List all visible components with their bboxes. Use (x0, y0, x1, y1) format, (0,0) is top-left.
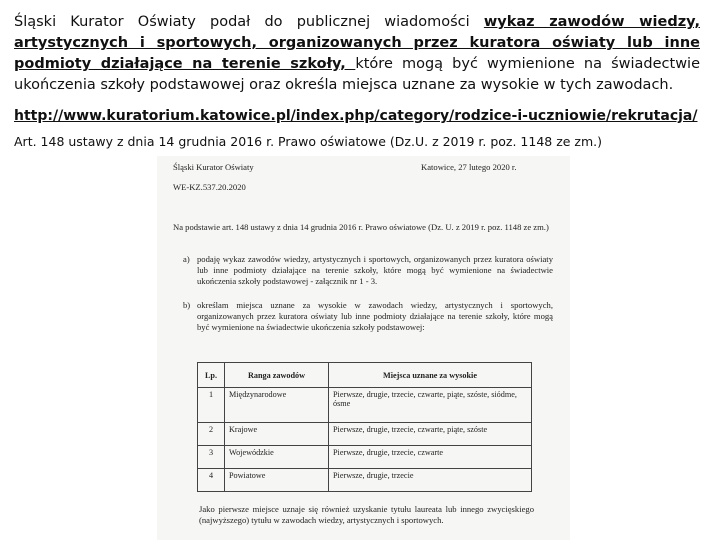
table-cell-places: Pierwsze, drugie, trzecie, czwarte (329, 446, 532, 469)
table-row (198, 469, 532, 492)
table-header-lp: Lp. (198, 363, 225, 388)
table-row (198, 423, 532, 446)
table-cell-rank: Międzynarodowe (225, 388, 329, 423)
intro-paragraph (14, 12, 700, 96)
table-cell-rank: Wojewódzkie (225, 446, 329, 469)
table-cell-rank: Krajowe (225, 423, 329, 446)
scan-item-a (183, 254, 553, 287)
kuratorium-link[interactable]: http://www.kuratorium.katowice.pl/index.php/category/rodzice-i-uczniowie/rekrutacja/ (14, 108, 698, 124)
table-cell-lp: 2 (198, 423, 225, 446)
intro-underlined-phrase: wykaz zawodów wiedzy, artystycznych i sportowych, organizowanych przez kuratora oświaty lub inne podmioty działające na terenie szkoły, (14, 14, 701, 72)
scan-reference-number: WE-KZ.537.20.2020 (173, 182, 246, 192)
table-header-places: Miejsca uznane za wysokie (329, 363, 532, 388)
table-cell-rank: Powiatowe (225, 469, 329, 492)
scanned-document-image (157, 156, 570, 540)
law-reference: Art. 148 ustawy z dnia 14 grudnia 2016 r. Prawo oświatowe (Dz.U. z 2019 r. poz. 1148 ze zm.) (14, 134, 603, 149)
table-header-rank: Ranga zawodów (225, 363, 329, 388)
table-cell-places: Pierwsze, drugie, trzecie (329, 469, 532, 492)
scan-header-left: Śląski Kurator Oświaty (173, 162, 254, 172)
intro-text-part2: które mogą być wymienione na świadectwie ukończenia szkoły podstawowej oraz określa miejsca uznane za wysokie w tych zawodach. (14, 56, 700, 93)
table-cell-lp: 3 (198, 446, 225, 469)
scan-footer-note: Jako pierwsze miejsce uznaje się również uzyskanie tytułu laureata lub innego zwycięskiego (najwyższego) tytułu w zawodach wiedzy, artystycznych i sportowych. (199, 504, 534, 525)
table-row (198, 446, 532, 469)
table-cell-places: Pierwsze, drugie, trzecie, czwarte, piąte, szóste (329, 423, 532, 446)
table-row (198, 388, 532, 423)
scan-item-b-text: określam miejsca uznane za wysokie w zawodach wiedzy, artystycznych i sportowych, organizowanych przez kuratora oświaty lub inne podmioty działające na terenie szkoły, które mogą być wymienione na świadectwie ukończenia szkoły podstawowej: (197, 300, 553, 332)
table-header-row (198, 363, 532, 388)
intro-text-part1: Śląski Kurator Oświaty podał do publicznej wiadomości (14, 14, 484, 30)
scan-legal-basis: Na podstawie art. 148 ustawy z dnia 14 grudnia 2016 r. Prawo oświatowe (Dz. U. z 2019 r. poz. 1148 ze zm.) (173, 222, 549, 232)
table-cell-places: Pierwsze, drugie, trzecie, czwarte, piąte, szóste, siódme, ósme (329, 388, 532, 423)
scan-ranks-table (197, 362, 532, 492)
scan-item-b-marker: b) (183, 300, 191, 310)
table-cell-lp: 1 (198, 388, 225, 423)
scan-header-date: Katowice, 27 lutego 2020 r. (421, 162, 517, 172)
table-cell-lp: 4 (198, 469, 225, 492)
scan-item-a-text: podaję wykaz zawodów wiedzy, artystycznych i sportowych, organizowanych przez kuratora oświaty lub inne podmioty działające na terenie szkoły, które mogą być wymienione na świadectwie ukończenia szkoły podstawowej - załącznik nr 1 - 3. (197, 254, 553, 286)
scan-item-a-marker: a) (183, 254, 190, 264)
scan-item-b (183, 300, 553, 333)
